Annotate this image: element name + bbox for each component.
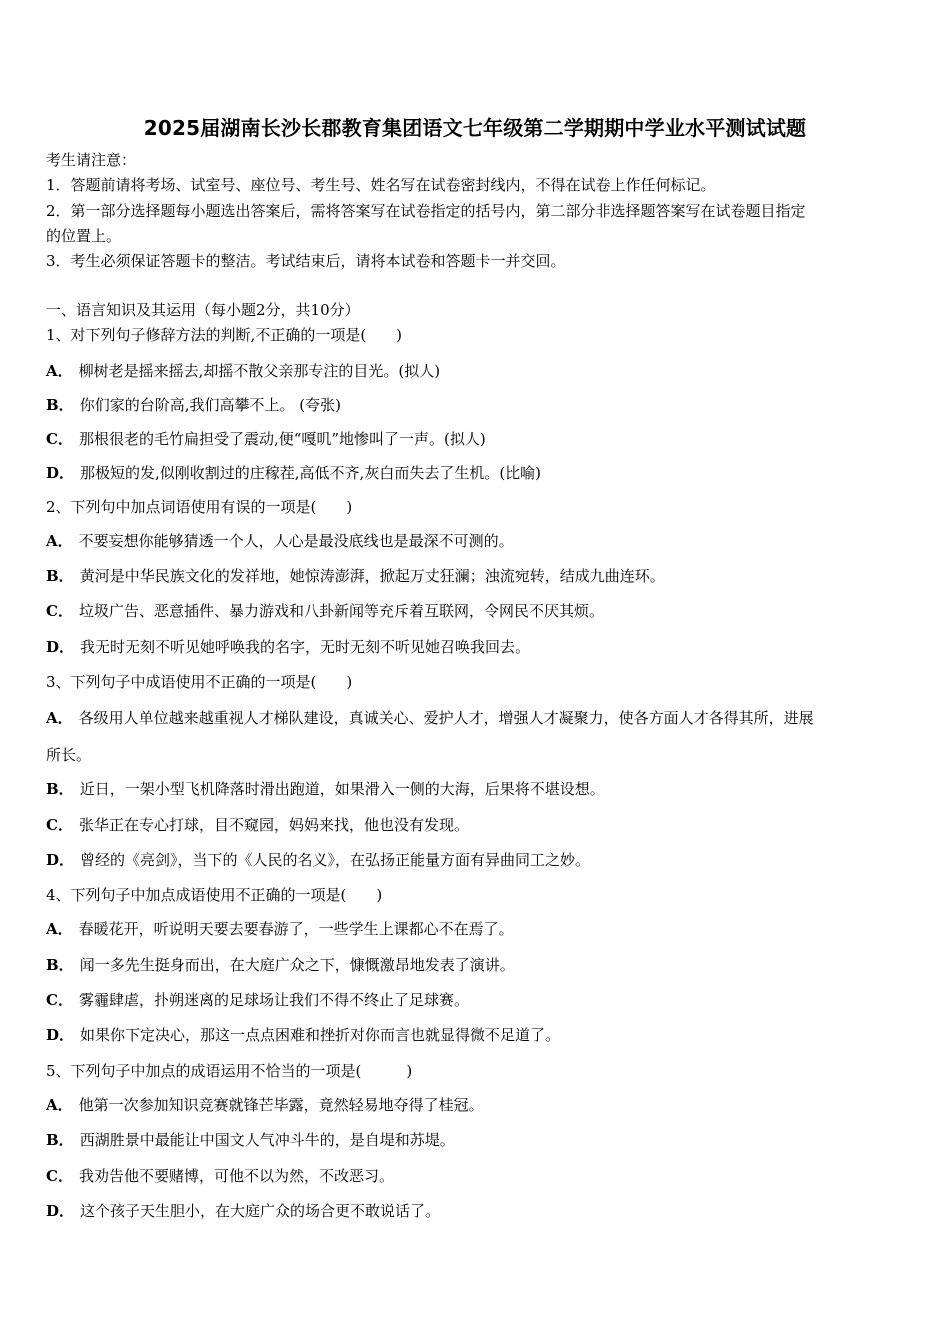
question-stem: 5、下列句子中加点的成语运用不恰当的一项是( )	[46, 1062, 413, 1080]
option-letter: B．	[46, 396, 74, 414]
option-text: 雾霾肆虐，扑朔迷离的足球场让我们不得不终止了足球赛。	[78, 991, 469, 1009]
option-letter: A．	[46, 1096, 73, 1114]
option-text: 如果你下定决心，那这一点点困难和挫折对你而言也就显得微不足道了。	[80, 1026, 561, 1044]
notice-item: 2．第一部分选择题每小题选出答案后，需将答案写在试卷指定的括号内，第二部分非选择题答案写在试卷题目指定	[46, 202, 806, 220]
option-row	[46, 1166, 394, 1186]
option-row	[46, 779, 605, 799]
option-text: 那极短的发,似刚收割过的庄稼茬,高低不齐,灰白而失去了生机。(比喻)	[80, 464, 542, 482]
page-title: 2025届湖南长沙长郡教育集团语文七年级第二学期期中学业水平测试试题	[143, 116, 807, 140]
option-text: 春暖花开，听说明天要去要春游了，一些学生上课都心不在焉了。	[78, 920, 514, 938]
notice-item: 1．答题前请将考场、试室号、座位号、考生号、姓名写在试卷密封线内，不得在试卷上作任何标记。	[46, 176, 716, 194]
option-letter: C．	[46, 602, 73, 620]
question-stem: 4、下列句子中加点成语使用不正确的一项是( )	[46, 886, 383, 904]
option-row	[46, 919, 514, 939]
option-text: 我劝告他不要赌博，可他不以为然，不改恶习。	[78, 1167, 394, 1185]
option-row	[46, 429, 486, 449]
option-letter: D．	[46, 1202, 75, 1220]
option-letter: D．	[46, 464, 75, 482]
option-letter: C．	[46, 816, 73, 834]
option-row	[46, 955, 515, 975]
option-letter: B．	[46, 1131, 74, 1149]
option-text: 近日，一架小型飞机降落时滑出跑道，如果滑入一侧的大海，后果将不堪设想。	[79, 780, 605, 798]
option-row	[46, 1130, 455, 1150]
option-text: 西湖胜景中最能让中国文人气冲斗牛的，是自堤和苏堤。	[79, 1131, 455, 1149]
option-text: 张华正在专心打球，目不窥园，妈妈来找，他也没有发现。	[78, 816, 469, 834]
option-text: 这个孩子天生胆小，在大庭广众的场合更不敢说话了。	[80, 1202, 441, 1220]
option-text: 曾经的《亮剑》，当下的《人民的名义》，在弘扬正能量方面有异曲同工之妙。	[80, 851, 591, 869]
option-letter: B．	[46, 567, 74, 585]
option-text: 你们家的台阶高,我们高攀不上。 (夸张)	[79, 396, 341, 414]
option-row	[46, 463, 541, 483]
question-stem: 1、对下列句子修辞方法的判断,不正确的一项是( )	[46, 326, 403, 344]
option-row	[46, 531, 514, 551]
option-text: 闻一多先生挺身而出，在大庭广众之下，慷慨激昂地发表了演讲。	[79, 956, 515, 974]
notice-item: 的位置上。	[46, 227, 122, 245]
option-text: 黄河是中华民族文化的发祥地，她惊涛澎湃，掀起万丈狂澜；浊流宛转，结成九曲连环。	[79, 567, 665, 585]
option-text: 他第一次参加知识竞赛就锋芒毕露，竟然轻易地夺得了桂冠。	[78, 1096, 484, 1114]
section-heading: 一、语言知识及其运用（每小题2分，共10分）	[46, 301, 360, 319]
question-stem: 2、下列句中加点词语使用有误的一项是( )	[46, 498, 353, 516]
option-letter: A．	[46, 532, 73, 550]
option-row	[46, 815, 469, 835]
option-row	[46, 1095, 484, 1115]
option-letter: C．	[46, 991, 73, 1009]
option-row	[46, 708, 814, 728]
option-text: 垃圾广告、恶意插件、暴力游戏和八卦新闻等充斥着互联网，令网民不厌其烦。	[78, 602, 604, 620]
option-row	[46, 395, 341, 415]
option-letter: A．	[46, 920, 73, 938]
notice-item: 3．考生必须保证答题卡的整洁。考试结束后，请将本试卷和答题卡一并交回。	[46, 252, 566, 270]
option-text: 那根很老的毛竹扁担受了震动,便“嘎叽”地惨叫了一声。(拟人)	[78, 430, 486, 448]
option-letter: B．	[46, 956, 74, 974]
option-text: 各级用人单位越来越重视人才梯队建设，真诚关心、爱护人才，增强人才凝聚力，使各方面人才各得其所，进展	[78, 709, 814, 727]
option-letter: A．	[46, 709, 73, 727]
option-row	[46, 566, 665, 586]
option-row	[46, 361, 440, 381]
option-row	[46, 1025, 560, 1045]
option-letter: D．	[46, 851, 75, 869]
option-row	[46, 990, 469, 1010]
option-text: 不要妄想你能够猜透一个人，人心是最没底线也是最深不可测的。	[78, 532, 514, 550]
option-letter: D．	[46, 638, 75, 656]
notice-heading: 考生请注意：	[46, 151, 137, 169]
option-text: 柳树老是摇来摇去,却摇不散父亲那专注的目光。(拟人)	[78, 362, 441, 380]
option-letter: C．	[46, 1167, 73, 1185]
question-stem: 3、下列句子中成语使用不正确的一项是( )	[46, 673, 353, 691]
option-letter: D．	[46, 1026, 75, 1044]
option-letter: B．	[46, 780, 74, 798]
option-row	[46, 1201, 440, 1221]
option-row	[46, 601, 604, 621]
option-letter: C．	[46, 430, 73, 448]
option-row	[46, 850, 590, 870]
option-row	[46, 637, 530, 657]
option-text-continuation: 所长。	[46, 746, 92, 764]
option-text: 我无时无刻不听见她呼唤我的名字，无时无刻不听见她召唤我回去。	[80, 638, 531, 656]
option-letter: A．	[46, 362, 73, 380]
